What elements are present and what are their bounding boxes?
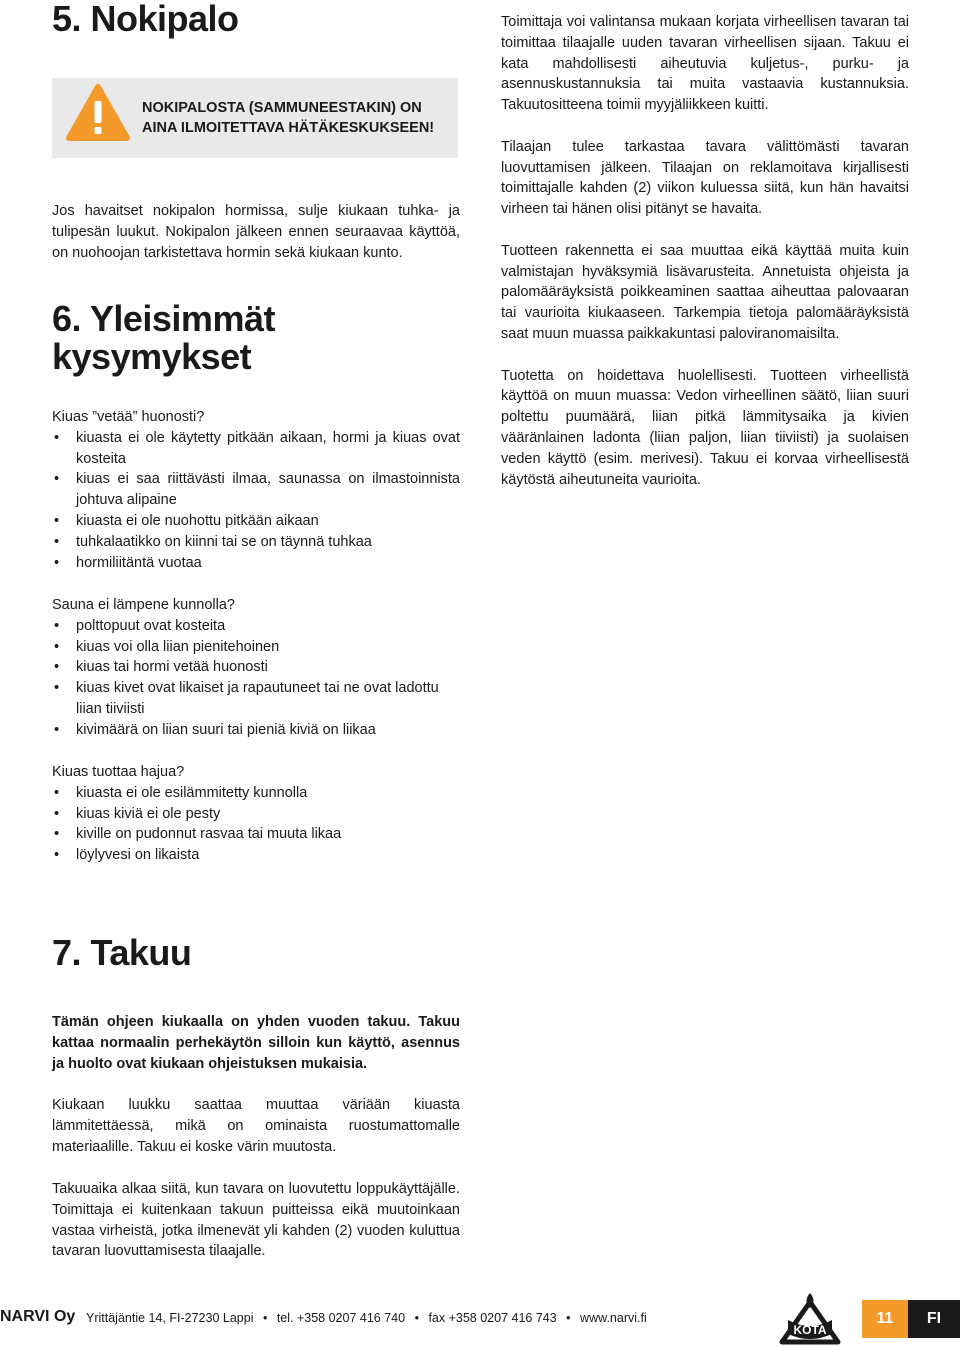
bullet-icon: • [54, 429, 60, 446]
page-footer [0, 1290, 960, 1347]
faq-smell-list [52, 783, 460, 866]
bullet-icon: • [54, 533, 60, 550]
section-6-title-line-1: 6. Yleisimmät [52, 298, 275, 339]
warning-text [142, 98, 452, 138]
address: Yrittäjäntie 14, FI-27230 Lappi [86, 1311, 254, 1325]
list-item: • kiuas kivet ovat likaiset ja rapautuneet tai ne ovat ladottu liian tiiviisti [54, 680, 439, 717]
warranty-paragraph-inspection: Tilaajan tulee tarkastaa tavara välittömästi tavaran luovuttamisen jälkeen. Tilaajan on reklamoitava kirjallisesti toimittajalle kahden (2) viikon kuluessa siitä, kun hän havaitsi virheen tai hänen olisi pitänyt se havaita. [501, 138, 909, 218]
bullet-icon: • [54, 784, 60, 801]
website: www.narvi.fi [580, 1311, 647, 1325]
faq-heating-list [52, 616, 460, 741]
right-column [501, 12, 909, 511]
faq-smell [52, 762, 460, 866]
faq-heading: Sauna ei lämpene kunnolla? [52, 597, 235, 613]
list-item: • tuhkalaatikko on kiinni tai se on täynnä tuhkaa [52, 532, 460, 553]
bullet-icon: • [54, 617, 60, 634]
warning-box [52, 78, 458, 158]
bullet-icon: • [54, 721, 60, 738]
separator-bullet: • [262, 1311, 268, 1325]
list-item: • löylyvesi on likaista [52, 845, 460, 866]
bullet-icon: • [54, 512, 60, 529]
logo-text: KOTA [793, 1323, 827, 1337]
bullet-icon: • [54, 847, 60, 864]
separator-bullet: • [566, 1311, 571, 1325]
warning-triangle-icon [66, 84, 130, 142]
list-item: • kiuas tai hormi vetää huonosti [52, 657, 460, 678]
list-item: • kiuasta ei ole esilämmitetty kunnolla [52, 783, 460, 804]
faq-heading: Kiuas ”vetää” huonosti? [52, 409, 205, 425]
kota-logo [774, 1290, 846, 1347]
faq-draft [52, 407, 460, 573]
section-6-title [52, 300, 460, 376]
bullet-icon: • [54, 659, 60, 676]
warranty-paragraph-modification: Tuotteen rakennetta ei saa muuttaa eikä käyttää muita kuin valmistajan hyväksymiä lisävarusteita. Annetuista ohjeista ja palomääräyksistä poikkeaminen saattaa aiheuttaa palovaaran tai vaurioita kiukaaseen. Tarkempia tietoja palomääräyksistä saat muun muassa paikkakuntasi paloviranomaisilta. [501, 242, 909, 342]
separator-bullet: • [414, 1311, 419, 1325]
section-7-title: 7. Takuu [52, 932, 192, 973]
bullet-icon: • [54, 805, 60, 822]
bullet-icon: • [54, 638, 60, 655]
bullet-icon: • [54, 471, 60, 488]
page-number: 11 [862, 1300, 908, 1338]
chimney-fire-paragraph: Jos havaitset nokipalon hormissa, sulje kiukaan tuhka- ja tulipesän luukut. Nokipalon jälkeen ennen seuraavaa käyttöä, on nuohoojan tarkistettava hormin sekä kiukaan kunto. [52, 203, 460, 261]
faq-draft-list [52, 428, 460, 574]
faq-heating [52, 595, 460, 741]
list-item: • kiuas kiviä ei ole pesty [52, 804, 460, 825]
warranty-paragraph-door: Kiukaan luukku saattaa muuttaa väriään kiuasta lämmitettäessä, mikä on ominaista ruostumattomalle materiaalille. Takuu ei koske värin muutosta. [52, 1097, 460, 1155]
list-item: • kiuasta ei ole käytetty pitkään aikaan, hormi ja kiuas ovat kosteita [54, 429, 460, 467]
list-item: • kiuas ei saa riittävästi ilmaa, saunassa on ilmastoinnista johtuva alipaine [54, 471, 460, 509]
list-item: • kiuasta ei ole nuohottu pitkään aikaan [52, 511, 460, 532]
warning-line-1: NOKIPALOSTA (SAMMUNEESTAKIN) ON [142, 100, 422, 116]
warranty-paragraph-care: Tuotetta on hoidettava huolellisesti. Tuotteen virheellistä käyttöä on muun muassa: Vedon virheellinen säätö, liian suuri poltettu puumäärä, liian pitkä lämmitysaika ja kivien vääränlainen ladonta (liian paljon, liian tiiviisti) ja suolaisen veden käyttö (esim. merivesi). Takuu ei korvaa virheellisestä käytöstä aiheutuneita vaurioita. [501, 367, 909, 488]
warranty-paragraph-period: Takuuaika alkaa siitä, kun tavara on luovutettu loppukäyttäjälle. Toimittaja ei kuitenkaan takuun puitteissa eikä muutoinkaan vastaa virheistä, jotka ilmenevät yli kahden (2) vuoden kuluttua tavaran luovuttamisesta tilaajalle. [52, 1181, 460, 1260]
list-item: • kiuas voi olla liian pienitehoinen [52, 637, 460, 658]
warranty-intro: Tämän ohjeen kiukaalla on yhden vuoden takuu. Takuu kattaa normaalin perhekäytön silloin kun käyttö, asennus ja huolto ovat kiukaan ohjeistuksen mukaisia. [52, 1014, 460, 1072]
list-item: • kiville on pudonnut rasvaa tai muuta likaa [52, 824, 460, 845]
warranty-paragraph-repair: Toimittaja voi valintansa mukaan korjata virheellisen tavaran tai toimittaa tilaajalle uuden tavaran virheellisen sijaan. Takuu ei kata mahdollisesti aiheutuvia kuljetus-, purku- ja asennuskustannuksia tai muita vastaavia kustannuksia. Takuutositteena toimii myyjäliikkeen kuitti. [501, 14, 909, 114]
company-name: NARVI Oy [0, 1308, 76, 1325]
phone: tel. +358 0207 416 740 [276, 1311, 406, 1325]
list-item: • polttopuut ovat kosteita [52, 616, 460, 637]
language-code: FI [908, 1300, 960, 1338]
section-6-title-line-2: kysymykset [52, 336, 252, 377]
bullet-icon: • [54, 826, 60, 843]
section-5-title: 5. Nokipalo [52, 0, 239, 39]
bullet-icon: • [54, 554, 60, 571]
list-item: • hormiliitäntä vuotaa [52, 553, 460, 574]
company-contact [86, 1309, 647, 1327]
list-item: • kivimäärä on liian suuri tai pieniä kiviä on liikaa [52, 720, 460, 741]
bullet-icon: • [54, 680, 60, 697]
fax: fax +358 0207 416 743 [428, 1311, 557, 1325]
warning-line-2: AINA ILMOITETTAVA HÄTÄKESKUKSEEN! [142, 120, 435, 136]
faq-heading: Kiuas tuottaa hajua? [52, 764, 185, 780]
